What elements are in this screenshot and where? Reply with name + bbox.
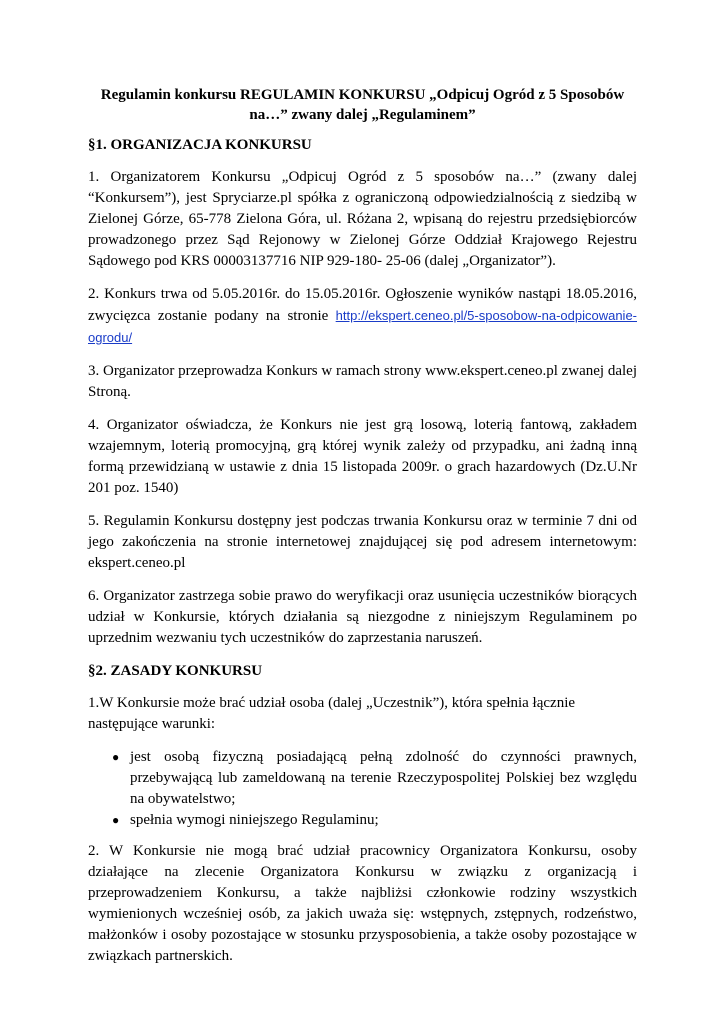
document-page bbox=[88, 85, 637, 979]
list-item bbox=[88, 810, 637, 831]
results-link[interactable]: http://ekspert.ceneo.pl/5-sposobow-na-odpicowanie-ogrodu/ bbox=[88, 308, 637, 345]
section-1-heading: §1. ORGANIZACJA KONKURSU bbox=[88, 137, 312, 153]
section-1-paragraph-4: 4. Organizator oświadcza, że Konkurs nie jest grą losową, loterią fantową, zakładem wzajemnym, loterią promocyjną, grą której wynik zależy od przypadku, ani żadną inną formą przewidzianą w ustawie z dnia 15 listopada 2009r. o grach hazardowych (Dz.U.Nr 201 poz. 1540) bbox=[88, 417, 637, 496]
bullet-dot-icon: ● bbox=[112, 813, 120, 827]
section-1-paragraph-5: 5. Regulamin Konkursu dostępny jest podczas trwania Konkursu oraz w terminie 7 dni od jego zakończenia na stronie internetowej znajdującej się pod adresem internetowym: ekspert.ceneo.pl bbox=[88, 513, 637, 571]
list-item-text: spełnia wymogi niniejszego Regulaminu; bbox=[130, 812, 379, 828]
list-item bbox=[88, 747, 637, 810]
bullet-dot-icon: ● bbox=[112, 750, 120, 764]
section-1-paragraph-2 bbox=[88, 284, 637, 349]
section-1-paragraph-3: 3. Organizator przeprowadza Konkurs w ramach strony www.ekspert.ceneo.pl zwanej dalej Stroną. bbox=[88, 363, 637, 400]
document-title: Regulamin konkursu REGULAMIN KONKURSU „Odpicuj Ogród z 5 Sposobów na…” zwany dalej „Regulaminem” bbox=[100, 87, 625, 123]
section-1-paragraph-6: 6. Organizator zastrzega sobie prawo do weryfikacji oraz usunięcia uczestników biorących udział w Konkursie, których działania są niezgodne z niniejszym Regulaminem po uprzednim wezwaniu tych uczestników do zaprzestania naruszeń. bbox=[88, 588, 637, 646]
section-1-paragraph-1: 1. Organizatorem Konkursu „Odpicuj Ogród z 5 sposobów na…” (zwany dalej “Konkursem”), jest Spryciarze.pl spółka z ograniczoną odpowiedzialnością z siedzibą w Zielonej Górze, 65-778 Zielona Góra, ul. Różana 2, wpisaną do rejestru przedsiębiorców prowadzonego przez Sąd Rejonowy w Zielonej Górze Oddział Krajowego Rejestru Sądowego pod KRS 00003137716 NIP 929-180- 25-06 (dalej „Organizator”). bbox=[88, 169, 637, 269]
section-1-paragraph-2-text: 2. Konkurs trwa od 5.05.2016r. do 15.05.2016r. Ogłoszenie wyników nastąpi 18.05.2016, zwycięzca zostanie podany na stronie bbox=[88, 286, 637, 324]
section-2-heading: §2. ZASADY KONKURSU bbox=[88, 663, 263, 679]
section-2-paragraph-2: 2. W Konkursie nie mogą brać udział pracownicy Organizatora Konkursu, osoby działające na zlecenie Organizatora Konkursu w związku z organizacją i przeprowadzeniem Konkursu, a także najbliżsi członkowie rodziny wszystkich wymienionych wcześniej osób, za jakich uważa się: wstępnych, zstępnych, rodzeństwo, małżonków i osoby pozostające w stosunku przysposobienia, a także osoby pozostające w związkach partnerskich. bbox=[88, 843, 637, 964]
list-item-text: jest osobą fizyczną posiadającą pełną zdolność do czynności prawnych, przebywającą lub zameldowaną na terenie Rzeczypospolitej Polskiej bez względu na obywatelstwo; bbox=[130, 749, 637, 807]
participant-conditions-list bbox=[88, 747, 637, 831]
section-2-paragraph-1: 1.W Konkursie może brać udział osoba (dalej „Uczestnik”), która spełnia łącznie następujące warunki: bbox=[88, 695, 576, 732]
